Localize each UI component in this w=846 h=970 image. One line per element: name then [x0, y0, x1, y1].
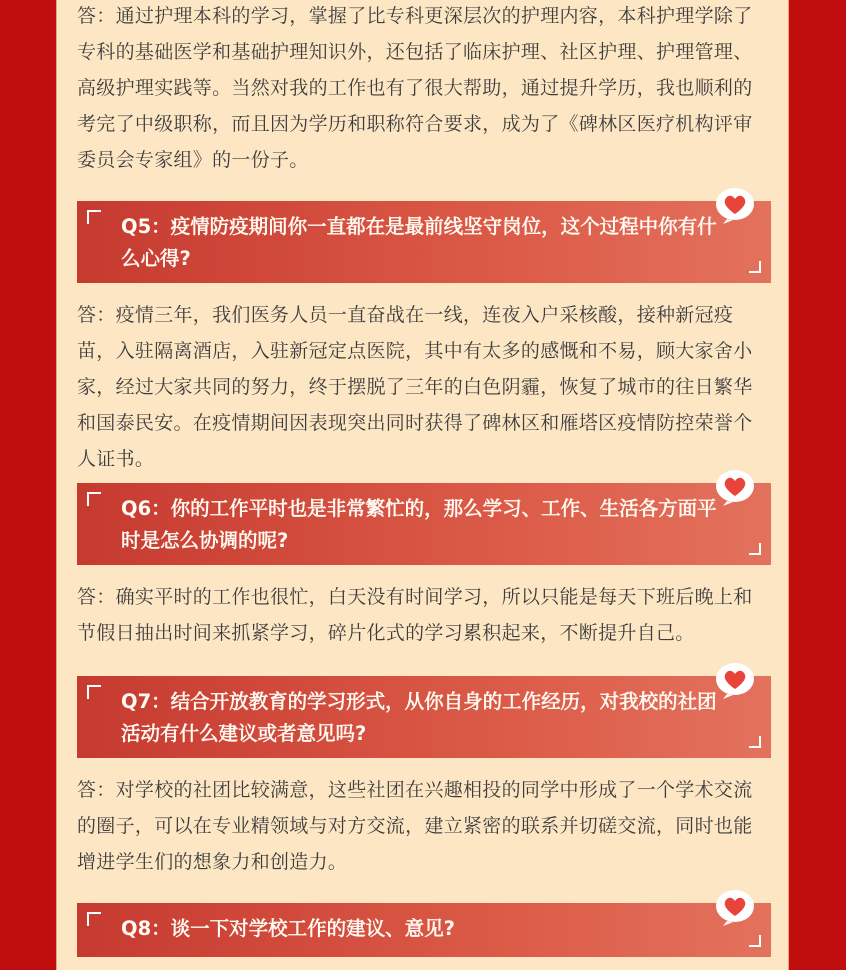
corner-bracket-icon — [87, 492, 101, 506]
question-8-box — [77, 903, 771, 957]
question-5-box — [77, 201, 771, 283]
page-frame — [44, 0, 802, 970]
corner-bracket-icon — [87, 912, 101, 926]
corner-bracket-icon — [749, 736, 761, 748]
question-5: Q5：疫情防疫期间你一直都在是最前线坚守岗位，这个过程中你有什么心得? — [121, 215, 717, 270]
answer-6: 答：确实平时的工作也很忙，白天没有时间学习，所以只能是每天下班后晚上和节假日抽出时间来抓紧学习，碎片化式的学习累积起来，不断提升自己。 — [77, 586, 753, 644]
question-7-box — [77, 676, 771, 758]
corner-bracket-icon — [749, 261, 761, 273]
answer-5: 答：疫情三年，我们医务人员一直奋战在一线，连夜入户采核酸，接种新冠疫苗，入驻隔离酒店，入驻新冠定点医院，其中有太多的感慨和不易，顾大家舍小家，经过大家共同的努力，终于摆脱了三年的白色阴霾，恢复了城市的往日繁华和国泰民安。在疫情期间因表现突出同时获得了碑林区和雁塔区疫情防控荣誉个人证书。 — [77, 304, 753, 470]
heart-icon — [713, 660, 757, 700]
heart-icon — [713, 185, 757, 225]
corner-bracket-icon — [749, 935, 761, 947]
corner-bracket-icon — [87, 685, 101, 699]
heart-icon — [713, 467, 757, 507]
content-paper — [56, 0, 789, 970]
answer-7: 答：对学校的社团比较满意，这些社团在兴趣相投的同学中形成了一个学术交流的圈子，可以在专业精领域与对方交流，建立紧密的联系并切磋交流，同时也能增进学生们的想象力和创造力。 — [77, 779, 753, 873]
question-6: Q6：你的工作平时也是非常繁忙的，那么学习、工作、生活各方面平时是怎么协调的呢? — [121, 497, 717, 552]
question-7: Q7：结合开放教育的学习形式，从你自身的工作经历，对我校的社团活动有什么建议或者意见吗? — [121, 690, 717, 745]
corner-bracket-icon — [87, 210, 101, 224]
heart-icon — [713, 887, 757, 927]
question-6-box — [77, 483, 771, 565]
answer-4: 答：通过护理本科的学习，掌握了比专科更深层次的护理内容，本科护理学除了专科的基础医学和基础护理知识外，还包括了临床护理、社区护理、护理管理、高级护理实践等。当然对我的工作也有了很大帮助，通过提升学历，我也顺利的考完了中级职称，而且因为学历和职称符合要求，成为了《碑林区医疗机构评审委员会专家组》的一份子。 — [77, 5, 753, 171]
question-8: Q8：谈一下对学校工作的建议、意见? — [121, 917, 455, 940]
corner-bracket-icon — [749, 543, 761, 555]
